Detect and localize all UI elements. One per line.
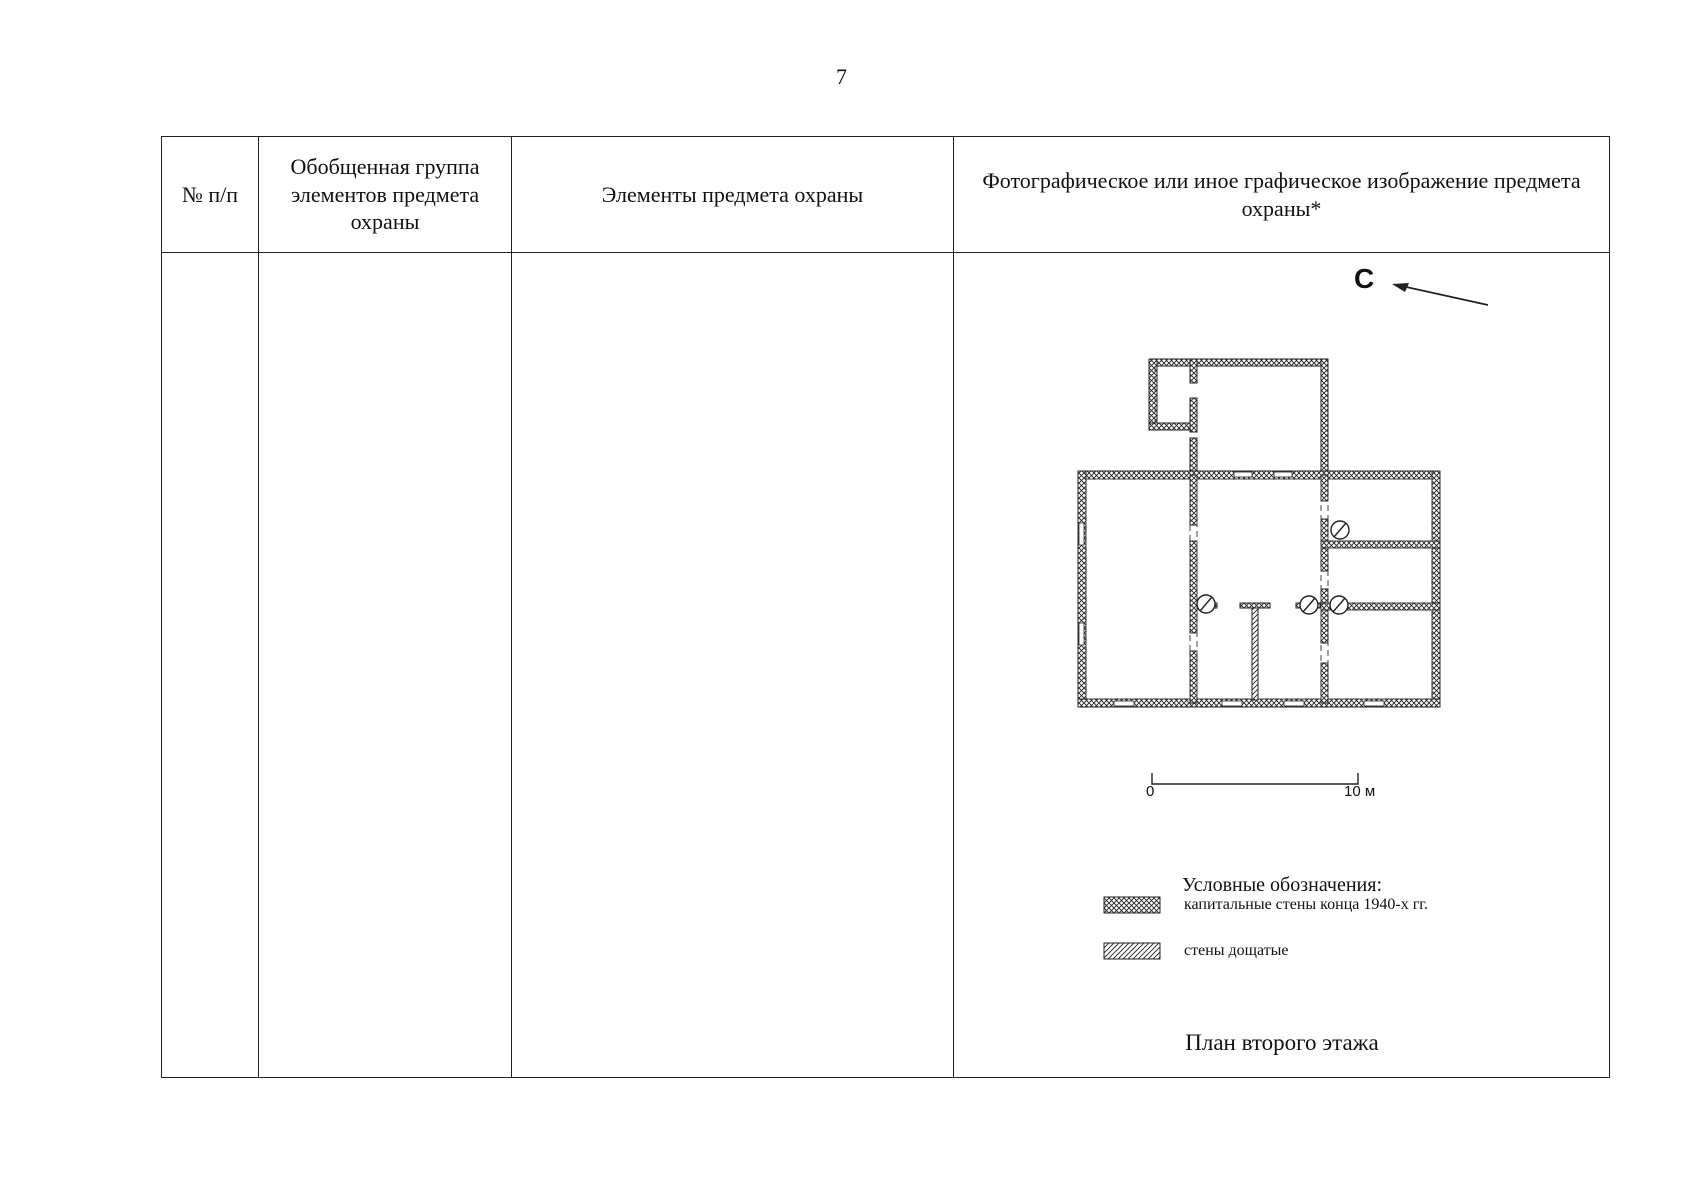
header-group: Обобщенная группа элементов предмета охраны — [259, 137, 512, 253]
north-arrow-icon — [1392, 283, 1488, 305]
page-number: 7 — [836, 64, 847, 89]
legend-label-plank: стены дощатые — [1184, 942, 1289, 959]
plank-partition — [1252, 608, 1258, 700]
legend-label-capital: капитальные стены конца 1940-х гг. — [1184, 896, 1429, 913]
legend-item-plank — [1104, 941, 1289, 961]
header-image: Фотографическое или иное графическое изображение предмета охраны* — [954, 137, 1610, 253]
header-number: № п/п — [162, 137, 259, 253]
scale-start-label: 0 — [1146, 783, 1155, 800]
protection-table — [161, 136, 1610, 1078]
row-number-cell — [162, 253, 259, 1078]
room-outlines — [1086, 366, 1432, 699]
table-header-row — [162, 137, 1610, 253]
plan-title: План второго этажа — [1185, 1030, 1379, 1055]
legend-title: Условные обозначения: — [1181, 874, 1383, 896]
row-elements-cell — [512, 253, 954, 1078]
scale-end-label: 10 м — [1344, 783, 1376, 800]
legend-item-capital — [1104, 895, 1428, 915]
scale-bar — [1152, 773, 1358, 784]
floor-plan-drawing-cell — [954, 253, 1610, 1078]
annex-walls — [1149, 359, 1328, 477]
row-group-cell — [259, 253, 512, 1078]
interior-walls — [1190, 475, 1440, 703]
table-row — [162, 253, 1610, 1078]
north-label: С — [1354, 263, 1375, 294]
header-elements: Элементы предмета охраны — [512, 137, 954, 253]
main-outer-walls — [1078, 471, 1440, 707]
